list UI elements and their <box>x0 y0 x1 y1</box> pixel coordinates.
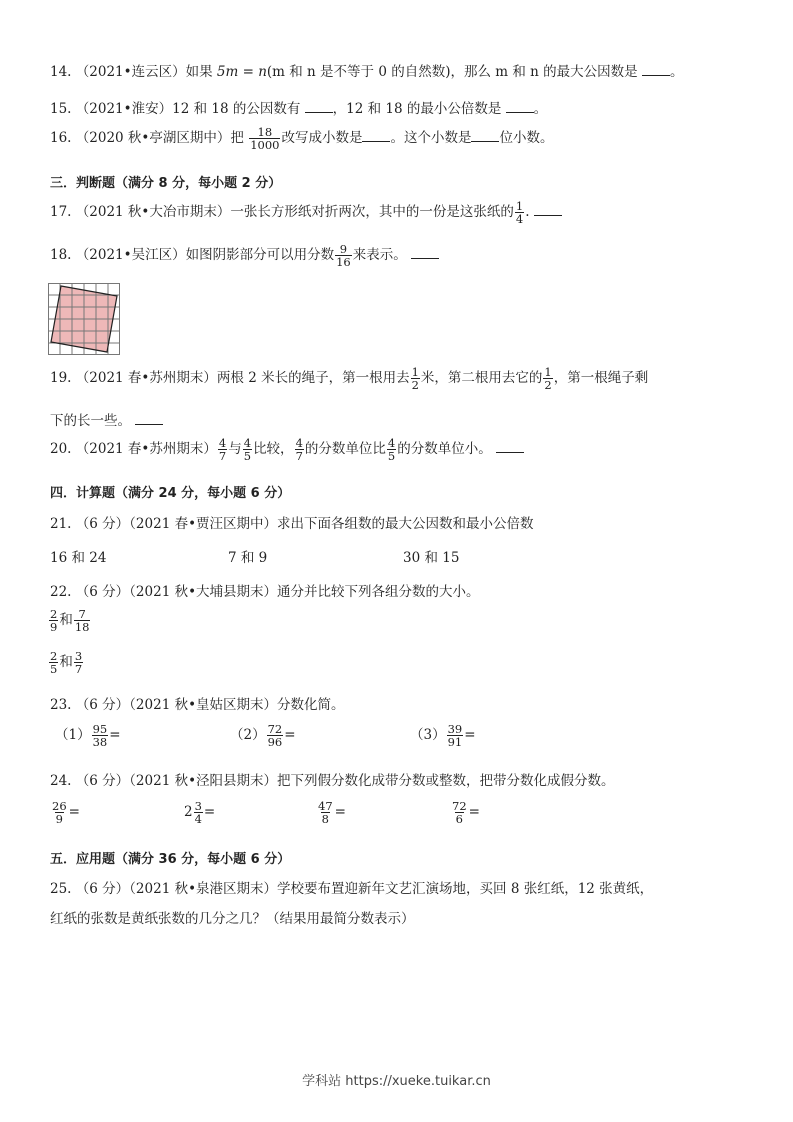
fraction: $\frac{4}{7}$ <box>218 436 227 463</box>
grid-square-figure <box>48 283 120 355</box>
question-20: 20. （2021 春•苏州期末） $\frac{4}{7}$ 与 $\frac{4}{5}$ 比较， $\frac{4}{7}$ 的分数单位比 $\frac{4}{5}$ 的分数单位小。 <box>50 437 524 462</box>
fraction: $\frac{9}{16}$ <box>336 242 351 269</box>
answer-blank[interactable] <box>471 129 499 142</box>
fraction: $\frac{39}{91}$ <box>447 722 463 749</box>
answer-blank[interactable] <box>135 412 163 425</box>
answer-blank[interactable] <box>411 246 439 259</box>
question-25-cont: 红纸的张数是黄纸张数的几分之几？（结果用最简分数表示） <box>50 911 415 927</box>
q24-item-2: 2 $\frac{3}{4}$ = <box>184 799 216 826</box>
q23-item-2: （2） $\frac{72}{96}$ = <box>230 722 296 749</box>
answer-blank[interactable] <box>642 63 670 76</box>
q24-item-4: $\frac{72}{6}$ = <box>452 799 480 826</box>
question-21: 21. （6 分）（2021 春•贾汪区期中）求出下面各组数的最大公因数和最小公倍数 <box>50 516 534 532</box>
q22-pair-1: $\frac{2}{9}$ 和 $\frac{7}{18}$ <box>50 607 90 634</box>
answer-blank[interactable] <box>305 100 333 113</box>
answer-blank[interactable] <box>362 129 390 142</box>
question-15: 15. （2021•淮安）12 和 18 的公因数有 ，12 和 18 的最小公倍数是 。 <box>50 101 548 117</box>
fraction: $\frac{2}{9}$ <box>50 607 58 634</box>
question-14: 14. （2021•连云区）如果 5m = n(m 和 n 是不等于 0 的自然数)，那么 m 和 n 的最大公因数是 。 <box>50 64 684 80</box>
q23-item-1: （1） $\frac{95}{38}$ = <box>55 722 121 749</box>
fraction: $\frac{2}{5}$ <box>50 649 58 676</box>
fraction: $\frac{3}{7}$ <box>74 649 83 676</box>
fraction: $\frac{3}{4}$ <box>194 799 202 826</box>
fraction: $\frac{1}{2}$ <box>411 365 419 392</box>
section-4-heading: 四．计算题（满分 24 分，每小题 6 分） <box>50 486 291 501</box>
question-25: 25. （6 分）（2021 秋•泉港区期末）学校要布置迎新年文艺汇演场地，买回 8 张红纸，12 张黄纸， <box>50 881 654 897</box>
footer-watermark: 学科站 https://xueke.tuikar.cn <box>302 1074 491 1089</box>
answer-blank[interactable] <box>496 440 524 453</box>
q24-item-3: $\frac{47}{8}$ = <box>318 799 346 826</box>
question-18: 18. （2021•吴江区）如图阴影部分可以用分数 $\frac{9}{16}$ 来表示。 <box>50 243 439 268</box>
fraction: $\frac{7}{18}$ <box>74 607 90 634</box>
grid-lines <box>48 283 120 355</box>
fraction: $\frac{26}{9}$ <box>52 799 67 826</box>
fraction: $\frac{18}{1000}$ <box>250 125 280 152</box>
question-24: 24. （6 分）（2021 秋•泾阳县期末）把下列假分数化成带分数或整数，把带分数化成假分数。 <box>50 773 615 789</box>
q21-group-1: 16 和 24 <box>50 550 107 566</box>
answer-blank[interactable] <box>506 100 534 113</box>
fraction: $\frac{47}{8}$ <box>318 799 333 826</box>
fraction: $\frac{95}{38}$ <box>92 722 108 749</box>
question-16: 16. （2020 秋•亭湖区期中）把 $\frac{18}{1000}$ 改写成小数是 。这个小数是 位小数。 <box>50 125 554 152</box>
question-19-cont: 下的长一些。 <box>50 409 163 429</box>
fraction: $\frac{4}{7}$ <box>295 436 303 463</box>
question-17: 17. （2021 秋•大冶市期末）一张长方形纸对折两次，其中的一份是这张纸的 $\frac{1}{4}$ . <box>50 200 562 225</box>
question-23: 23. （6 分）（2021 秋•皇姑区期末）分数化简。 <box>50 697 345 713</box>
q21-group-2: 7 和 9 <box>228 550 268 566</box>
fraction: $\frac{4}{5}$ <box>387 436 396 463</box>
fraction: $\frac{4}{5}$ <box>243 436 252 463</box>
fraction: $\frac{1}{2}$ <box>544 365 552 392</box>
question-19: 19. （2021 春•苏州期末）两根 2 米长的绳子，第一根用去 $\frac{1}{2}$ 米，第二根用去它的 $\frac{1}{2}$ ，第一根绳子剩 <box>50 365 649 392</box>
answer-blank[interactable] <box>534 203 562 216</box>
fraction: $\frac{1}{4}$ <box>515 199 524 226</box>
fraction: $\frac{72}{6}$ <box>452 799 467 826</box>
section-5-heading: 五．应用题（满分 36 分，每小题 6 分） <box>50 852 291 867</box>
question-22: 22. （6 分）（2021 秋•大埔县期末）通分并比较下列各组分数的大小。 <box>50 584 480 600</box>
q24-item-1: $\frac{26}{9}$ = <box>52 799 80 826</box>
fraction: $\frac{72}{96}$ <box>267 722 283 749</box>
q21-group-3: 30 和 15 <box>403 550 460 566</box>
section-3-heading: 三．判断题（满分 8 分，每小题 2 分） <box>50 176 282 191</box>
q23-item-3: （3） $\frac{39}{91}$ = <box>410 722 476 749</box>
q22-pair-2: $\frac{2}{5}$ 和 $\frac{3}{7}$ <box>50 649 83 676</box>
